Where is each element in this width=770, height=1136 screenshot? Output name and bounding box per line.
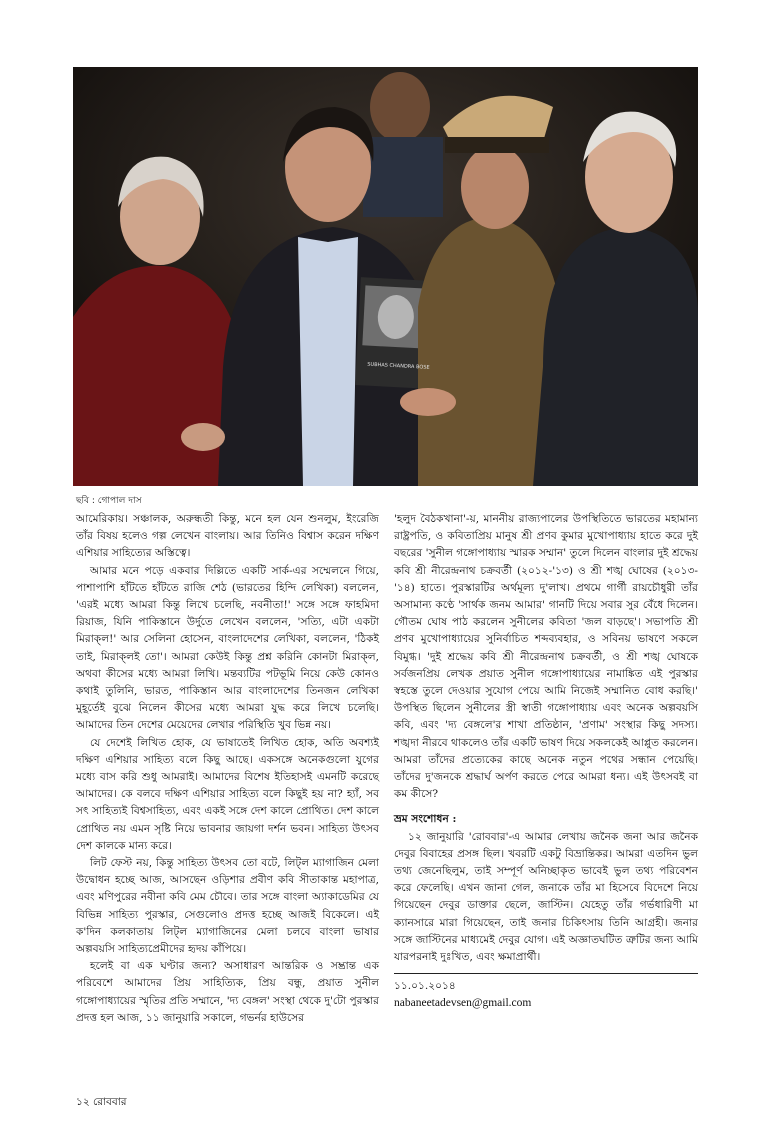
divider	[394, 973, 698, 974]
photo-caption: ছবি : গোপাল দাস	[76, 496, 142, 506]
book-title-text: SUBHAS CHANDRA BOSE	[367, 361, 430, 371]
paragraph: আমেরিকায়। সঞ্চালক, অরুন্ধতী কিন্তু, মনে হল যেন শুনলুম, ইংরেজি তাঁর বিষয় হলেও গল্প লেখেন বাংলায়। আর তিনিও বিশ্বাস করেন দক্ষিণ এশিয়ার সাহিত্যের অস্তিত্বে।	[76, 513, 379, 560]
paragraph: যে দেশেই লিখিত হোক, যে ভাষাতেই লিখিত হোক, অতি অবশ্যই দক্ষিণ এশিয়ার সাহিত্য বলে কিছু আছে। একসঙ্গে অনেকগুলো যুগের মধ্যে বাস করি শুধু আমরাই। আমাদের বিশেষ ইতিহাসই এমনটি করেছে আমাদের। কে বলবে দক্ষিণ এশিয়ার সাহিত্য বলে কিছুই হয় না? হ্যাঁ, সব সৎ সাহিত্যই বিশ্বসাহিত্য, এবং একই সঙ্গে দেশ কালে প্রোথিত। দেশ কালে প্রোথিত নয় এমন সৃষ্টি নিয়ে ভাবনার জায়গা দর্শন ভবন। সাহিত্য উৎসব দেশ কালকে মান্য করে।	[76, 736, 379, 852]
article-date: ১১.০১.২০১৪	[394, 980, 456, 993]
left-column	[76, 511, 379, 1027]
paragraph: 'হলুদ বৈঠকখানা'-য়, মাননীয় রাজ্যপালের উপস্থিতিতে ভারতের মহামান্য রাষ্ট্রপতি, ও কবিতাপ্রিয় মানুষ শ্রী প্রণব কুমার মুখোপাধ্যায় হাতে করে দুই বছরের 'সুনীল গঙ্গোপাধ্যায় স্মারক সম্মান' তুলে দিলেন বাংলার দুই শ্রদ্ধেয় কবি শ্রী নীরেন্দ্রনাথ চক্রবর্তী (২০১২-'১৩) ও শ্রী শঙ্খ ঘোষের (২০১৩-'১৪) হাতে। পুরস্কারটির অর্থমূল্য দু'লাখ। প্রথমে গার্গী রায়চৌধুরী তাঁর অসামান্য কণ্ঠে 'সার্থক জনম আমার' গানটি দিয়ে সবার সুর বেঁধে দিলেন। গৌতম ঘোষ পাঠ করলেন সুনীলের কবিতা 'জল বাড়ছে'। সভাপতি শ্রী প্রণব মুখোপাধ্যায়ের সুনির্বাচিত শব্দব্যবহার, ও সবিনয় ভাষণে সকলে বিমুগ্ধ। 'দুই শ্রদ্ধেয় কবি শ্রী নীরেন্দ্রনাথ চক্রবর্তী, ও শ্রী শঙ্খ ঘোষকে সর্বজনপ্রিয় লেখক প্রয়াত সুনীল গঙ্গোপাধ্যায়ের নামাঙ্কিত এই পুরস্কার স্বহস্তে তুলে দেওয়ার সুযোগ পেয়ে আমি নিজেই সম্মানিত বোধ করছি।' উপস্থিত ছিলেন সুনীলের স্ত্রী স্বাতী গঙ্গোপাধ্যায় এবং অনেক অল্পবয়সি কবি, এবং 'দ্য বেঙ্গলে'র শাখা প্রতিষ্ঠান, 'প্রণাম' সংস্থার কিছু সদস্য। শঙ্খদা নীরবে থাকলেও তাঁর একটি ভাষণ দিয়ে সকলকেই আপ্লুত করলেন। আমরা তাঁদের প্রত্যেকের কাছে অনেক নতুন পথের সন্ধান পেয়েছি। তাঁদের দু'জনকে শ্রদ্ধার্ঘ অর্পণ করতে পেরে আমরা ধন্য। এই উৎসবই বা কম কীসে?	[394, 513, 698, 801]
event-photo	[73, 67, 698, 486]
paragraph: লিট ফেস্ট নয়, কিন্তু সাহিত্য উৎসব তো বটে, লিট্‌ল ম্যাগাজিন মেলা উদ্বোধন হচ্ছে আজ, আসছেন ওড়িশার প্রবীণ কবি সীতাকান্ত মহাপাত্র, এবং মণিপুরের নবীনা কবি মেম চৌবে। তার সঙ্গে বাংলা অ্যাকাডেমির যে বিভিন্ন সাহিত্য পুরস্কার, সেগুলোও প্রদত্ত হচ্ছে আজই বিকেলে। এই ক'দিন কলকাতায় লিট্‌ল ম্যাগাজিনের মেলা চলবে বাংলা ভাষার অল্পবয়সি সাহিত্যপ্রেমীদের হৃদয় কাঁপিয়ে।	[76, 857, 379, 956]
author-email: nabaneetadevsen@gmail.com	[394, 997, 532, 1010]
paragraph: আমার মনে পড়ে একবার দিল্লিতে একটি সার্ক-এর সম্মেলনে গিয়ে, পাশাপাশি হাঁটতে হাঁটতে রাজি শেঠ (ভারতের হিন্দি লেখিকা) বললেন, 'এরই মধ্যে আমরা কিন্তু লিখে চলেছি, নবনীতা!' সঙ্গে সঙ্গে ফাহমিদা রিয়াজ, যিনি পাকিস্তানে উর্দুতে লেখেন বললেন, 'সত্যি, এটা একটা মিরাক্‌ল!' আর সেলিনা হোসেন, বাংলাদেশের লেখিকা, বললেন, 'ঠিকই তাই, মিরাক্‌লই তো'। আমরা কেউই কিন্তু প্রশ্ন করিনি কোনটা মিরাক্‌ল, অথবা কীসের মধ্যে আমরা লিখি। মন্তব্যটির পটভূমি নিয়ে কেউ কোনও কথাই তুলিনি, ভারত, পাকিস্তান আর বাংলাদেশের তিনজন লেখিকা মুহূর্তেই বুঝে নিলেন কীসের মধ্যে আমরা যুদ্ধ করে লিখে চলেছি। আমাদের তিন দেশের মেয়েদের লেখার পরিস্থিতি খুব ভিন্ন নয়।	[76, 564, 379, 732]
photo-illustration	[73, 67, 698, 486]
correction-title: ভ্রম সংশোধন :	[394, 813, 457, 826]
paragraph: হলেই বা এক ঘণ্টার জন্য? অসাধারণ আন্তরিক ও সম্ভ্রান্ত এক পরিবেশে আমাদের প্রিয় সাহিত্যিক, প্রিয় বন্ধু, প্রয়াত সুনীল গঙ্গোপাধ্যায়ের স্মৃতির প্রতি সম্মানে, 'দ্য বেঙ্গল' সংস্থা থেকে দু'টো পুরস্কার প্রদত্ত হল আজ, ১১ জানুয়ারি সকালে, গভর্নর হাউসের	[76, 960, 379, 1024]
page-footer: ১২ রোববার	[76, 1096, 127, 1108]
right-column	[394, 511, 698, 1013]
correction-text: ১২ জানুয়ারি 'রোববার'-এ আমার লেখায় জনৈক জনা আর জনৈক দেবুর বিবাহের প্রসঙ্গ ছিল। খবরটি একটু বিভ্রান্তিকর। আমরা এতদিন ভুল তথ্য জেনেছিলুম, তাই সম্পূর্ণ অনিচ্ছাকৃত ভাবেই ভুল তথ্য পরিবেশন করে ফেলেছি। এখন জানা গেল, জনাকে তাঁর মা হিসেবে বিদেশে নিয়ে গিয়েছেন দেবুর ডাক্তার ছেলে, জাস্টিন। যেহেতু তাঁর গর্ভধারিণী মা ক্যানসারে মারা গিয়েছেন, তাই জনার চিকিৎসায় তিনি আগ্রহী। জনার সঙ্গে জাস্টিনের মাধ্যমেই দেবুর যোগ। এই অজ্ঞাতঘটিত ত্রুটির জন্য আমি যারপরনাই দুঃখিত, এবং ক্ষমাপ্রার্থী।	[394, 830, 698, 964]
